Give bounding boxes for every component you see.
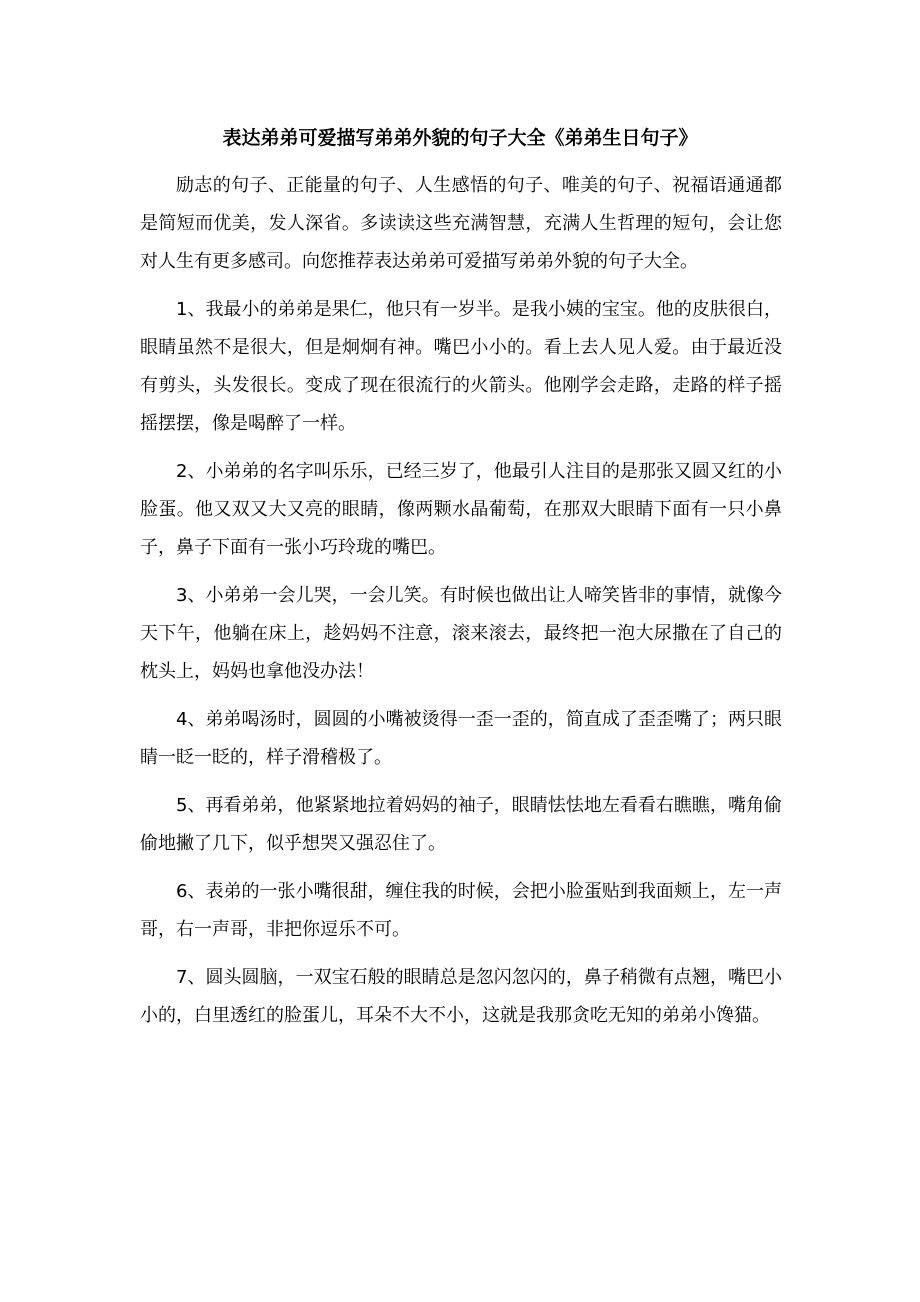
- sentence-paragraph-1: 1、我最小的弟弟是果仁，他只有一岁半。是我小姨的宝宝。他的皮肤很白，眼睛虽然不是很大，但是炯炯有神。嘴巴小小的。看上去人见人爱。由于最近没有剪头，头发很长。变成了现在很流行的火箭头。他刚学会走路，走路的样子摇摇摆摆，像是喝醉了一样。: [140, 299, 782, 434]
- sentence-paragraph-6: 6、表弟的一张小嘴很甜，缠住我的时候，会把小脸蛋贴到我面颊上，左一声哥，右一声哥，非把你逗乐不可。: [140, 881, 782, 940]
- sentence-paragraph-3: 3、小弟弟一会儿哭，一会儿笑。有时候也做出让人啼笑皆非的事情，就像今天下午，他躺在床上，趁妈妈不注意，滚来滚去，最终把一泡大尿撒在了自己的枕头上，妈妈也拿他没办法！: [140, 585, 782, 682]
- sentence-paragraph-4: 4、弟弟喝汤时，圆圆的小嘴被烫得一歪一歪的，简直成了歪歪嘴了；两只眼睛一眨一眨的，样子滑稽极了。: [140, 709, 782, 768]
- sentence-paragraph-5: 5、再看弟弟，他紧紧地拉着妈妈的袖子，眼睛怯怯地左看看右瞧瞧，嘴角偷偷地撇了几下，似乎想哭又强忍住了。: [140, 795, 782, 854]
- document-body: [140, 167, 782, 1045]
- sentence-paragraph-2: 2、小弟弟的名字叫乐乐，已经三岁了，他最引人注目的是那张又圆又红的小脸蛋。他又双又大又亮的眼睛，像两颗水晶葡萄，在那双大眼睛下面有一只小鼻子，鼻子下面有一张小巧玲珑的嘴巴。: [140, 461, 782, 558]
- document-title: 表达弟弟可爱描写弟弟外貌的句子大全《弟弟生日句子》: [222, 127, 698, 149]
- sentence-paragraph-7: 7、圆头圆脑，一双宝石般的眼睛总是忽闪忽闪的，鼻子稍微有点翘，嘴巴小小的，白里透红的脸蛋儿，耳朵不大不小，这就是我那贪吃无知的弟弟小馋猫。: [140, 967, 782, 1026]
- intro-paragraph: 励志的句子、正能量的句子、人生感悟的句子、唯美的句子、祝福语通通都是简短而优美，发人深省。多读读这些充满智慧，充满人生哲理的短句，会让您对人生有更多感司。向您推荐表达弟弟可爱描写弟弟外貌的句子大全。: [140, 175, 782, 272]
